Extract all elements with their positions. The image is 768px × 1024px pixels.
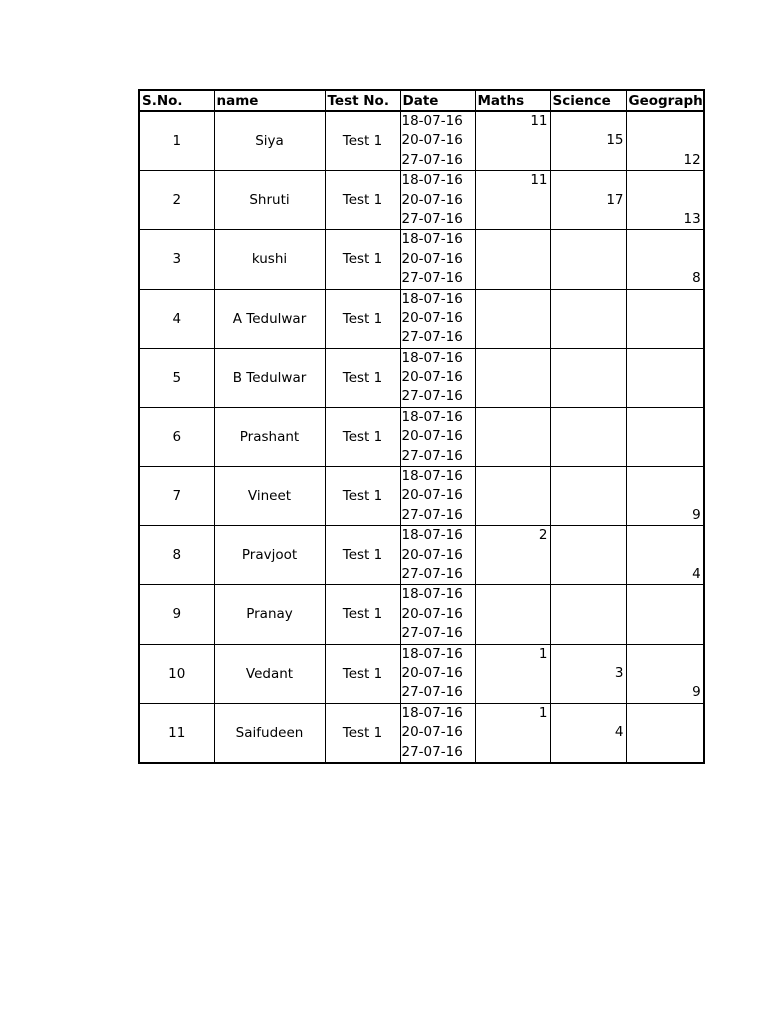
test-no-cell: Test 1: [325, 111, 400, 171]
name-cell: Saifudeen: [214, 703, 325, 763]
sno-cell: 9: [139, 585, 214, 644]
name-cell: Vineet: [214, 467, 325, 526]
date-value: 20-07-16: [401, 369, 463, 386]
geography-cell: [626, 526, 704, 585]
name-cell: Prashant: [214, 407, 325, 466]
science-score: [551, 605, 626, 624]
sno-cell: 6: [139, 407, 214, 466]
name-cell: A Tedulwar: [214, 289, 325, 348]
date-cell: [400, 467, 475, 526]
table-row: [139, 230, 704, 289]
maths-score: [476, 467, 550, 486]
date-value: 20-07-16: [401, 309, 463, 326]
science-cell: [550, 348, 626, 407]
geography-cell: [626, 171, 704, 230]
science-cell: [550, 467, 626, 526]
date-cell: [400, 111, 475, 171]
sno-cell: 8: [139, 526, 214, 585]
maths-cell: [475, 230, 550, 289]
test-no-cell: Test 1: [325, 644, 400, 703]
date-value: 27-07-16: [401, 684, 463, 701]
test-no-cell: Test 1: [325, 230, 400, 289]
science-score: 4: [614, 724, 624, 741]
maths-score: 1: [538, 645, 548, 662]
maths-score: [476, 585, 550, 604]
header-sno: S.No.: [139, 90, 214, 111]
science-score: [551, 250, 626, 269]
date-value: 18-07-16: [401, 704, 463, 721]
maths-cell: [475, 111, 550, 171]
maths-cell: [475, 585, 550, 644]
table-body: [139, 111, 704, 763]
date-cell: [400, 526, 475, 585]
date-value: 18-07-16: [401, 172, 463, 189]
date-cell: [400, 585, 475, 644]
maths-score: 11: [530, 172, 548, 189]
science-score: 3: [614, 664, 624, 681]
science-cell: [550, 230, 626, 289]
sno-cell: 11: [139, 703, 214, 763]
header-geography: Geograph: [626, 90, 704, 111]
name-cell: Pranay: [214, 585, 325, 644]
date-value: 27-07-16: [401, 625, 463, 642]
marks-table: [138, 89, 705, 764]
date-value: 20-07-16: [401, 191, 463, 208]
sno-cell: 4: [139, 289, 214, 348]
geography-score: 4: [692, 565, 701, 582]
sno-cell: 2: [139, 171, 214, 230]
table-header: [139, 90, 704, 111]
date-value: 18-07-16: [401, 527, 463, 544]
date-value: 20-07-16: [401, 605, 463, 622]
test-no-cell: Test 1: [325, 585, 400, 644]
test-no-cell: Test 1: [325, 289, 400, 348]
geography-cell: [626, 407, 704, 466]
maths-cell: [475, 289, 550, 348]
maths-cell: [475, 703, 550, 763]
date-value: 27-07-16: [401, 565, 463, 582]
science-cell: [550, 289, 626, 348]
name-cell: Siya: [214, 111, 325, 171]
science-cell: [550, 644, 626, 703]
geography-score: [627, 624, 703, 643]
geography-cell: [626, 348, 704, 407]
date-value: 18-07-16: [401, 290, 463, 307]
table-row: [139, 526, 704, 585]
header-name: name: [214, 90, 325, 111]
name-cell: kushi: [214, 230, 325, 289]
table-row: [139, 111, 704, 171]
test-no-cell: Test 1: [325, 703, 400, 763]
date-value: 27-07-16: [401, 329, 463, 346]
science-cell: [550, 526, 626, 585]
geography-score: [627, 743, 703, 762]
geography-cell: [626, 585, 704, 644]
science-cell: [550, 585, 626, 644]
science-score: [551, 486, 626, 505]
date-value: 18-07-16: [401, 645, 463, 662]
name-cell: Pravjoot: [214, 526, 325, 585]
maths-score: [476, 290, 550, 309]
maths-cell: [475, 467, 550, 526]
science-score: [551, 546, 626, 565]
science-cell: [550, 703, 626, 763]
date-value: 20-07-16: [401, 724, 463, 741]
date-cell: [400, 171, 475, 230]
table-row: [139, 171, 704, 230]
header-science: Science: [550, 90, 626, 111]
date-cell: [400, 230, 475, 289]
maths-cell: [475, 407, 550, 466]
maths-score: 11: [530, 113, 548, 129]
geography-cell: [626, 644, 704, 703]
maths-cell: [475, 171, 550, 230]
maths-score: [476, 408, 550, 427]
date-cell: [400, 407, 475, 466]
table-row: [139, 585, 704, 644]
date-value: 18-07-16: [401, 586, 463, 603]
header-row: [139, 90, 704, 111]
date-value: 27-07-16: [401, 743, 463, 760]
sno-cell: 3: [139, 230, 214, 289]
science-cell: [550, 111, 626, 171]
table-row: [139, 644, 704, 703]
test-no-cell: Test 1: [325, 407, 400, 466]
science-score: 17: [606, 191, 624, 208]
date-value: 20-07-16: [401, 664, 463, 681]
date-value: 18-07-16: [401, 468, 463, 485]
test-no-cell: Test 1: [325, 171, 400, 230]
test-no-cell: Test 1: [325, 348, 400, 407]
header-test-no: Test No.: [325, 90, 400, 111]
table-row: [139, 407, 704, 466]
geography-score: [627, 328, 703, 347]
geography-score: 13: [683, 210, 701, 227]
header-date: Date: [400, 90, 475, 111]
date-value: 20-07-16: [401, 428, 463, 445]
header-maths: Maths: [475, 90, 550, 111]
table-row: [139, 703, 704, 763]
date-value: 27-07-16: [401, 506, 463, 523]
date-value: 18-07-16: [401, 113, 463, 129]
date-value: 20-07-16: [401, 132, 463, 149]
geography-cell: [626, 230, 704, 289]
date-value: 20-07-16: [401, 487, 463, 504]
table-row: [139, 348, 704, 407]
maths-score: [476, 230, 550, 249]
science-score: [551, 368, 626, 387]
test-no-cell: Test 1: [325, 526, 400, 585]
date-cell: [400, 644, 475, 703]
geography-score: 8: [692, 270, 701, 287]
maths-score: 2: [538, 527, 548, 544]
maths-score: [476, 349, 550, 368]
geography-cell: [626, 703, 704, 763]
test-no-cell: Test 1: [325, 467, 400, 526]
maths-cell: [475, 526, 550, 585]
date-value: 27-07-16: [401, 270, 463, 287]
sno-cell: 7: [139, 467, 214, 526]
geography-score: 9: [692, 684, 701, 701]
date-value: 27-07-16: [401, 447, 463, 464]
geography-score: [627, 447, 703, 466]
sno-cell: 1: [139, 111, 214, 171]
date-cell: [400, 289, 475, 348]
geography-score: 12: [683, 151, 701, 168]
name-cell: B Tedulwar: [214, 348, 325, 407]
geography-cell: [626, 111, 704, 171]
date-value: 20-07-16: [401, 250, 463, 267]
science-score: [551, 427, 626, 446]
date-value: 18-07-16: [401, 231, 463, 248]
geography-score: 9: [692, 506, 701, 523]
maths-score: 1: [538, 704, 548, 721]
date-cell: [400, 348, 475, 407]
geography-cell: [626, 289, 704, 348]
date-value: 27-07-16: [401, 388, 463, 405]
date-value: 27-07-16: [401, 210, 463, 227]
name-cell: Vedant: [214, 644, 325, 703]
maths-cell: [475, 644, 550, 703]
name-cell: Shruti: [214, 171, 325, 230]
science-cell: [550, 171, 626, 230]
science-score: 15: [606, 132, 624, 149]
date-value: 27-07-16: [401, 151, 463, 168]
geography-cell: [626, 467, 704, 526]
table-row: [139, 467, 704, 526]
science-cell: [550, 407, 626, 466]
table-row: [139, 289, 704, 348]
geography-score: [627, 387, 703, 406]
date-value: 18-07-16: [401, 408, 463, 425]
sno-cell: 5: [139, 348, 214, 407]
date-value: 18-07-16: [401, 349, 463, 366]
sno-cell: 10: [139, 644, 214, 703]
science-score: [551, 309, 626, 328]
maths-cell: [475, 348, 550, 407]
date-value: 20-07-16: [401, 546, 463, 563]
date-cell: [400, 703, 475, 763]
